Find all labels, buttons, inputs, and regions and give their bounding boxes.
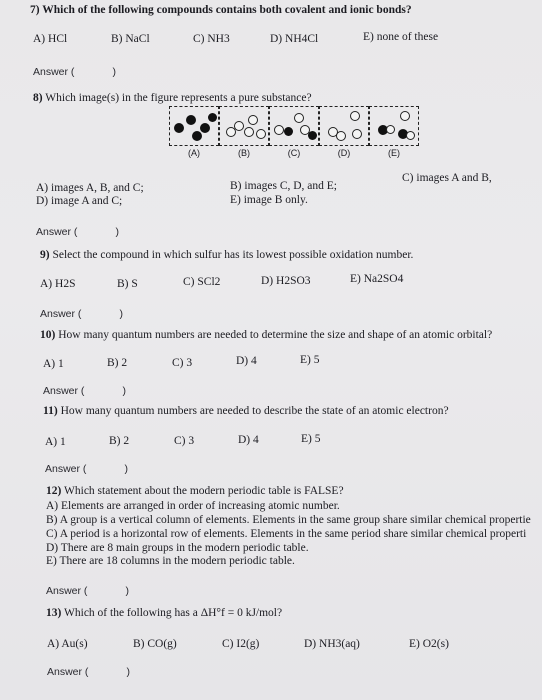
q11-option-c: C) 3 — [174, 435, 195, 447]
q12-option-b: B) A group is a vertical column of elements. Elements in the same group share similar chemical propertie — [46, 514, 531, 526]
figure-box-a — [169, 106, 219, 146]
q7-option-e: E) none of these — [363, 31, 439, 43]
q13-question: 13) Which of the following has a ΔH°f = 0 kJ/mol? — [46, 607, 283, 619]
q10-option-d: D) 4 — [236, 355, 257, 367]
q9-option-b: B) S — [117, 278, 138, 290]
q10-option-e: E) 5 — [300, 354, 320, 366]
figure-label-e: (E) — [388, 148, 400, 158]
q9-option-c: C) SCl2 — [183, 276, 221, 288]
q12-option-d: D) There are 8 main groups in the modern periodic table. — [46, 542, 309, 554]
q8-option-d: D) image A and C; — [36, 195, 123, 207]
q13-answer: Answer ( ) — [47, 666, 130, 678]
q11-option-e: E) 5 — [301, 433, 321, 445]
figure-label-c: (C) — [287, 148, 301, 158]
q9-question: 9) Select the compound in which sulfur has its lowest possible oxidation number. — [40, 249, 414, 261]
figure-box-e — [369, 106, 419, 146]
q9-option-e: E) Na2SO4 — [350, 273, 404, 285]
q12-answer: Answer ( ) — [46, 585, 129, 597]
figure-box-c — [269, 106, 319, 146]
figure-box-d — [319, 106, 369, 146]
q7-answer: Answer ( ) — [33, 66, 116, 78]
q9-option-a: A) H2S — [40, 278, 76, 290]
q8-question: 8) Which image(s) in the figure represents a pure substance? — [33, 92, 312, 104]
q12-option-c: C) A period is a horizontal row of elements. Elements in the same period share similar chemical properti — [46, 528, 527, 540]
q10-option-c: C) 3 — [172, 357, 193, 369]
q11-option-b: B) 2 — [109, 435, 130, 447]
q8-answer: Answer ( ) — [36, 226, 119, 238]
q9-answer: Answer ( ) — [40, 308, 123, 320]
q13-option-e: E) O2(s) — [409, 638, 449, 650]
q9-option-d: D) H2SO3 — [261, 275, 311, 287]
q8-option-a: A) images A, B, and C; — [36, 182, 144, 194]
q13-option-b: B) CO(g) — [133, 638, 177, 650]
q11-option-a: A) 1 — [45, 436, 66, 448]
q7-option-d: D) NH4Cl — [270, 33, 319, 45]
figure-label-a: (A) — [188, 148, 200, 158]
q7-option-c: C) NH3 — [193, 33, 230, 45]
q11-question: 11) How many quantum numbers are needed to describe the state of an atomic electron? — [43, 405, 449, 417]
q13-option-d: D) NH3(aq) — [304, 638, 360, 650]
q12-option-a: A) Elements are arranged in order of increasing atomic number. — [46, 500, 340, 512]
q13-option-c: C) I2(g) — [222, 638, 260, 650]
q10-question: 10) How many quantum numbers are needed to determine the size and shape of an atomic orbital? — [40, 329, 493, 341]
q7-question: 7) Which of the following compounds contains both covalent and ionic bonds? — [30, 4, 412, 16]
q12-option-e: E) There are 18 columns in the modern periodic table. — [46, 555, 295, 567]
figure-label-b: (B) — [238, 148, 250, 158]
q12-question: 12) Which statement about the modern periodic table is FALSE? — [46, 485, 344, 497]
q8-figure — [169, 106, 421, 162]
q7-option-b: B) NaCl — [111, 33, 150, 45]
figure-box-b — [219, 106, 269, 146]
q10-option-b: B) 2 — [107, 357, 128, 369]
q11-answer: Answer ( ) — [45, 463, 128, 475]
q8-option-c: C) images A and B, — [402, 172, 492, 184]
q10-option-a: A) 1 — [43, 358, 64, 370]
q7-option-a: A) HCl — [33, 33, 68, 45]
q11-option-d: D) 4 — [238, 434, 259, 446]
q8-option-e: E) image B only. — [230, 194, 308, 206]
q13-option-a: A) Au(s) — [47, 638, 88, 650]
q10-answer: Answer ( ) — [43, 385, 126, 397]
figure-label-d: (D) — [337, 148, 351, 158]
q8-option-b: B) images C, D, and E; — [230, 180, 337, 192]
